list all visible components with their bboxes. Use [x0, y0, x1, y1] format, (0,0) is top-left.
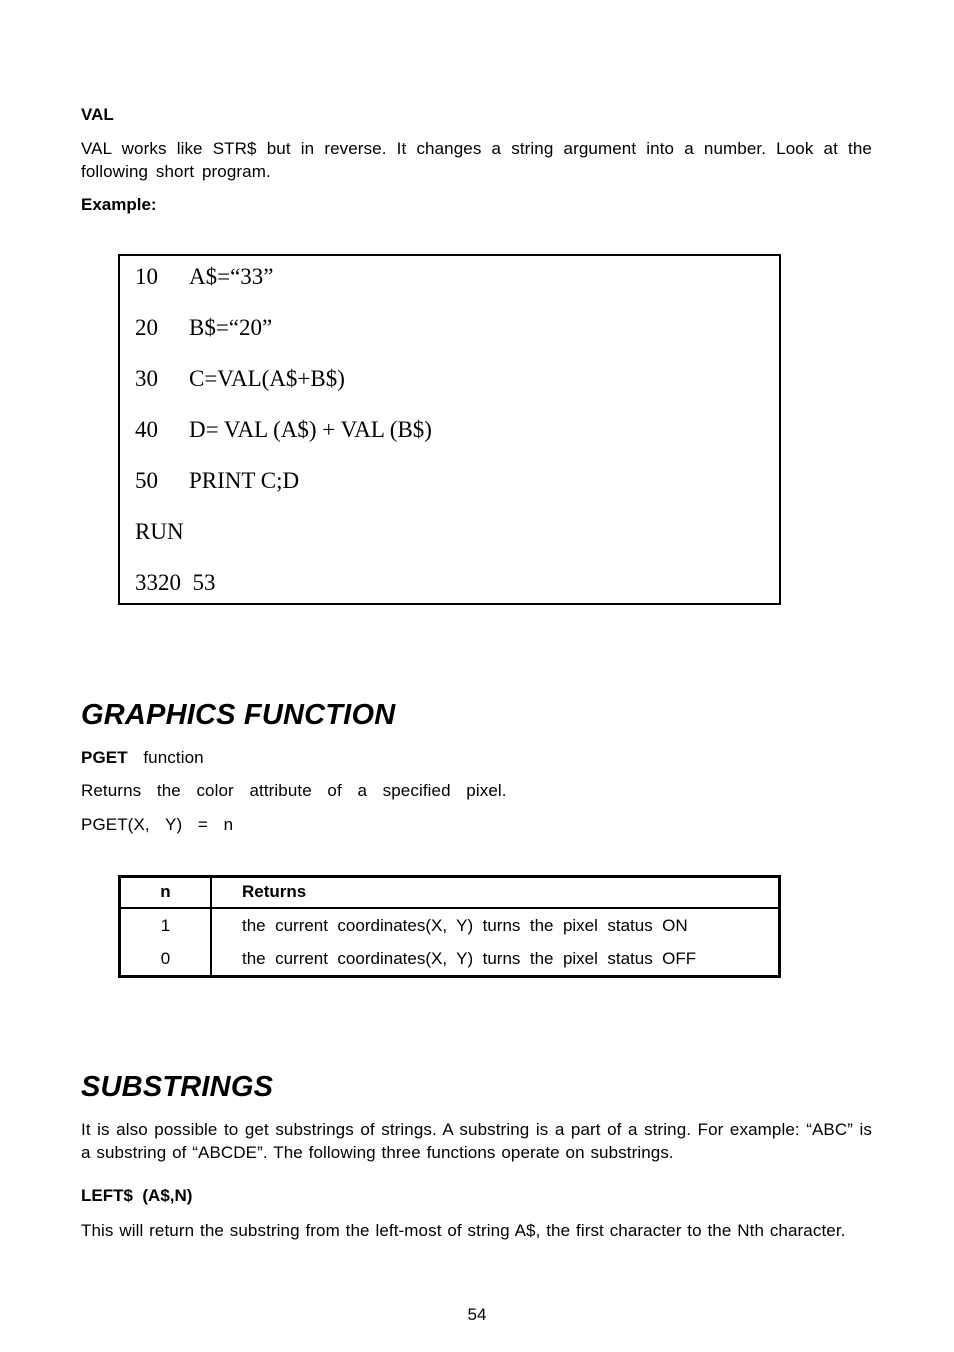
pget-description: Returns the color attribute of a specified pixel.	[81, 781, 507, 800]
line-number: 10	[135, 264, 158, 289]
substrings-title: SUBSTRINGS	[81, 1071, 274, 1103]
code-output-line: 3320 53	[135, 570, 216, 595]
pget-suffix: function	[143, 748, 204, 767]
code-statement: D= VAL (A$) + VAL (B$)	[189, 417, 432, 442]
table-cell-n: 1	[160, 916, 171, 935]
code-run-line: RUN	[135, 519, 184, 544]
table-column-rule	[210, 878, 212, 975]
table-header-rule	[121, 907, 778, 909]
code-example-box	[118, 254, 781, 605]
substrings-intro: It is also possible to get substrings of strings. A substring is a part of a string. For example: “ABC” is a substring of “ABCDE”. The following three functions operate on substrings.	[81, 1120, 872, 1162]
line-number: 30	[135, 366, 158, 391]
table-cell-returns: the current coordinates(X, Y) turns the pixel status OFF	[242, 949, 697, 968]
code-line	[135, 466, 299, 496]
table-cell-returns: the current coordinates(X, Y) turns the pixel status ON	[242, 916, 688, 935]
graphics-function-title: GRAPHICS FUNCTION	[81, 699, 396, 731]
line-number: 40	[135, 417, 158, 442]
pget-syntax: PGET(X, Y) = n	[81, 815, 234, 834]
pget-name: PGET	[81, 748, 128, 767]
line-number: 50	[135, 468, 158, 493]
code-statement: PRINT C;D	[189, 468, 300, 493]
left-function-heading: LEFT$ (A$,N)	[81, 1186, 193, 1205]
table-header-n: n	[160, 882, 171, 901]
pget-table	[118, 875, 781, 978]
code-statement: B$=“20”	[189, 315, 273, 340]
code-line	[135, 262, 274, 292]
table-cell-n: 0	[160, 949, 171, 968]
code-statement: C=VAL(A$+B$)	[189, 366, 345, 391]
line-number: 20	[135, 315, 158, 340]
example-label: Example:	[81, 195, 157, 214]
val-description: VAL works like STR$ but in reverse. It changes a string argument into a number. Look at the following short program.	[81, 139, 872, 181]
code-line	[135, 313, 272, 343]
val-heading: VAL	[81, 105, 114, 124]
code-line	[135, 415, 432, 445]
pget-heading	[81, 746, 204, 769]
page-number: 54	[467, 1305, 487, 1324]
left-function-description: This will return the substring from the left-most of string A$, the first character to the Nth character.	[81, 1221, 846, 1240]
code-statement: A$=“33”	[189, 264, 274, 289]
table-header-returns: Returns	[242, 882, 307, 901]
code-line	[135, 364, 345, 394]
